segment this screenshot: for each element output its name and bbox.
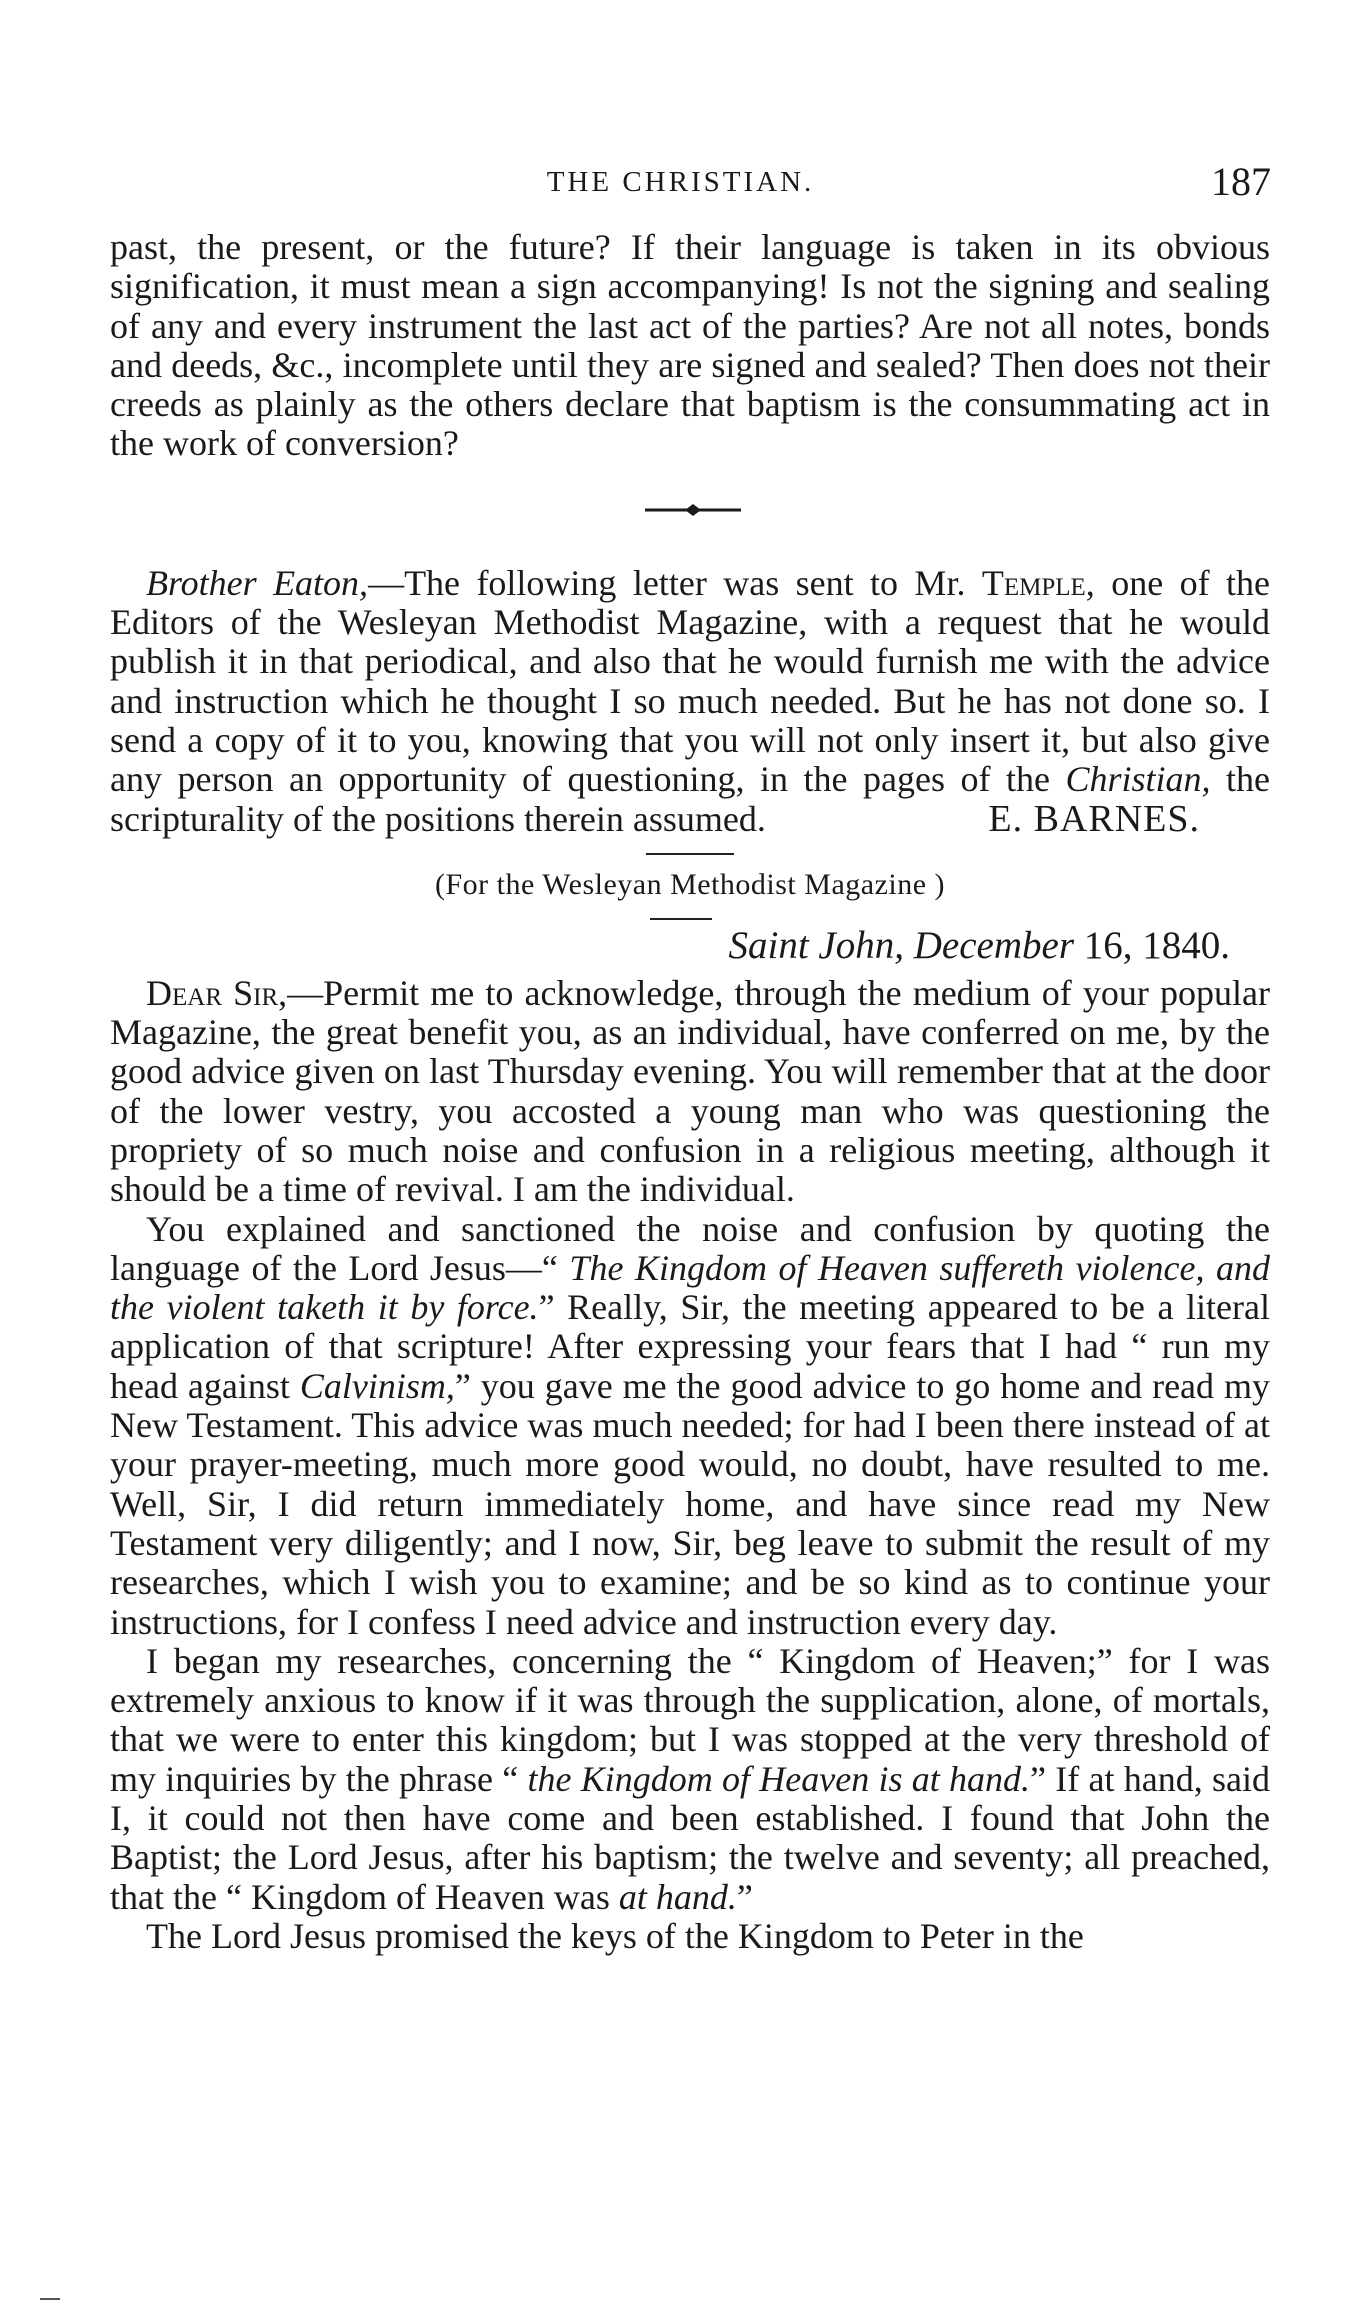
dateline-date: 16, 1840. (1074, 924, 1230, 968)
letter-p1-text: —Permit me to acknowledge, through the medium of your popular Magazine, the great benefit you, as an individual, have conferred on me, by the good advice given on last Thursday evening. You will remember that at the door of the lower vestry, you accosted a young man who was questioning the propriety of so much noise and confusion in a religious meeting, although it should be a time of revival. I am the individual. (110, 972, 1270, 1210)
dateline (110, 924, 1270, 968)
letter-p2-a: You explained and sanctioned the noise and confusion by quoting the language of the Lord Jesus—“ (110, 1208, 1270, 1288)
editor-note-journal: Christian, (1065, 759, 1211, 800)
letter-p3-b: ” If at hand, said I, it could not then have come and been established. I found that John the Baptist; the Lord Jesus, after his baptism; the twelve and seventy; all preached, that the “ Kingdom of Heaven was (110, 1758, 1270, 1917)
letter-paragraph-2 (110, 1210, 1270, 1642)
divider-rule-short (650, 918, 712, 920)
editor-salutation: Brother Eaton, (146, 562, 369, 603)
text-column (110, 228, 1270, 1956)
letter-p3-athand: at hand. (618, 1876, 737, 1917)
editor-note-text-3: the scripturality of the positions therein assumed. (110, 759, 1271, 839)
letter-p2-b: ” Really, Sir, the meeting appeared to be a literal application of that scripture! After expressing your fears that I had “ run my head against (110, 1287, 1270, 1406)
letter-paragraph-4: The Lord Jesus promised the keys of the Kingdom to Peter in the (146, 1915, 1084, 1956)
letter-p3-phrase: the Kingdom of Heaven is at hand. (527, 1758, 1031, 1799)
letter-paragraph-3 (110, 1642, 1270, 1917)
letter-salutation: Dear Sir, (146, 972, 288, 1013)
letter-p2-c: ” you gave me the good advice to go home and read my New Testament. This advice was much needed; for had I been there instead of at your prayer-meeting, much more good would, no doubt, have resulted to me. Well, Sir, I did return immediately home, and have since read my New Testament very diligently; and I now, Sir, beg leave to submit the result of my researches, which I wish you to examine; and be so kind as to continue your instructions, for I confess I need advice and instruction every day. (110, 1365, 1270, 1642)
section-ornament (110, 482, 1270, 542)
editor-note-text-1: —The following letter was sent to Mr. (368, 562, 982, 603)
page-number: 187 (1211, 159, 1271, 204)
intro-paragraph: past, the present, or the future? If their language is taken in its obvious signification, it must mean a sign accompanying! Is not the signing and sealing of any and every instrument the last act of the parties? Are not all notes, bonds and deeds, &c., incomplete until they are signed and sealed? Then does not their creeds as plainly as the others declare that baptism is the consummating act in the work of conversion? (110, 227, 1270, 464)
letter-p2-quote: The Kingdom of Heaven suffereth violence, and the violent taketh it by force. (110, 1247, 1270, 1328)
page-header (0, 158, 1361, 208)
running-title: THE CHRISTIAN. (546, 166, 815, 198)
page-edge-mark (40, 2298, 60, 2300)
divider-rule (646, 853, 734, 855)
letter-p2-calvinism: Calvinism, (299, 1365, 455, 1406)
editor-note-name: Temple (981, 562, 1086, 603)
letter-p3-a: I began my researches, concerning the “ Kingdom of Heaven;” for I was extremely anxious to know if it was through the supplication, alone, of mortals, that we were to enter this kingdom; but I was stopped at the very threshold of my inquiries by the phrase “ (110, 1640, 1270, 1799)
letter-paragraph-1 (110, 974, 1270, 1210)
signature: E. BARNES. (988, 797, 1200, 840)
ornament-divider-icon (645, 500, 741, 520)
letter-p3-c: ” (736, 1876, 753, 1917)
source-line: (For the Wesleyan Methodist Magazine ) (434, 868, 946, 902)
dateline-place: Saint John, December (728, 924, 1074, 968)
editor-note-text-2: , one of the Editors of the Wesleyan Methodist Magazine, with a request that he would publish it in that periodical, and also that he would furnish me with the advice and instruction which he thought I so much needed. But he has not done so. I send a copy of it to you, knowing that you will not only insert it, but also give any person an opportunity of questioning, in the pages of the (110, 562, 1270, 800)
